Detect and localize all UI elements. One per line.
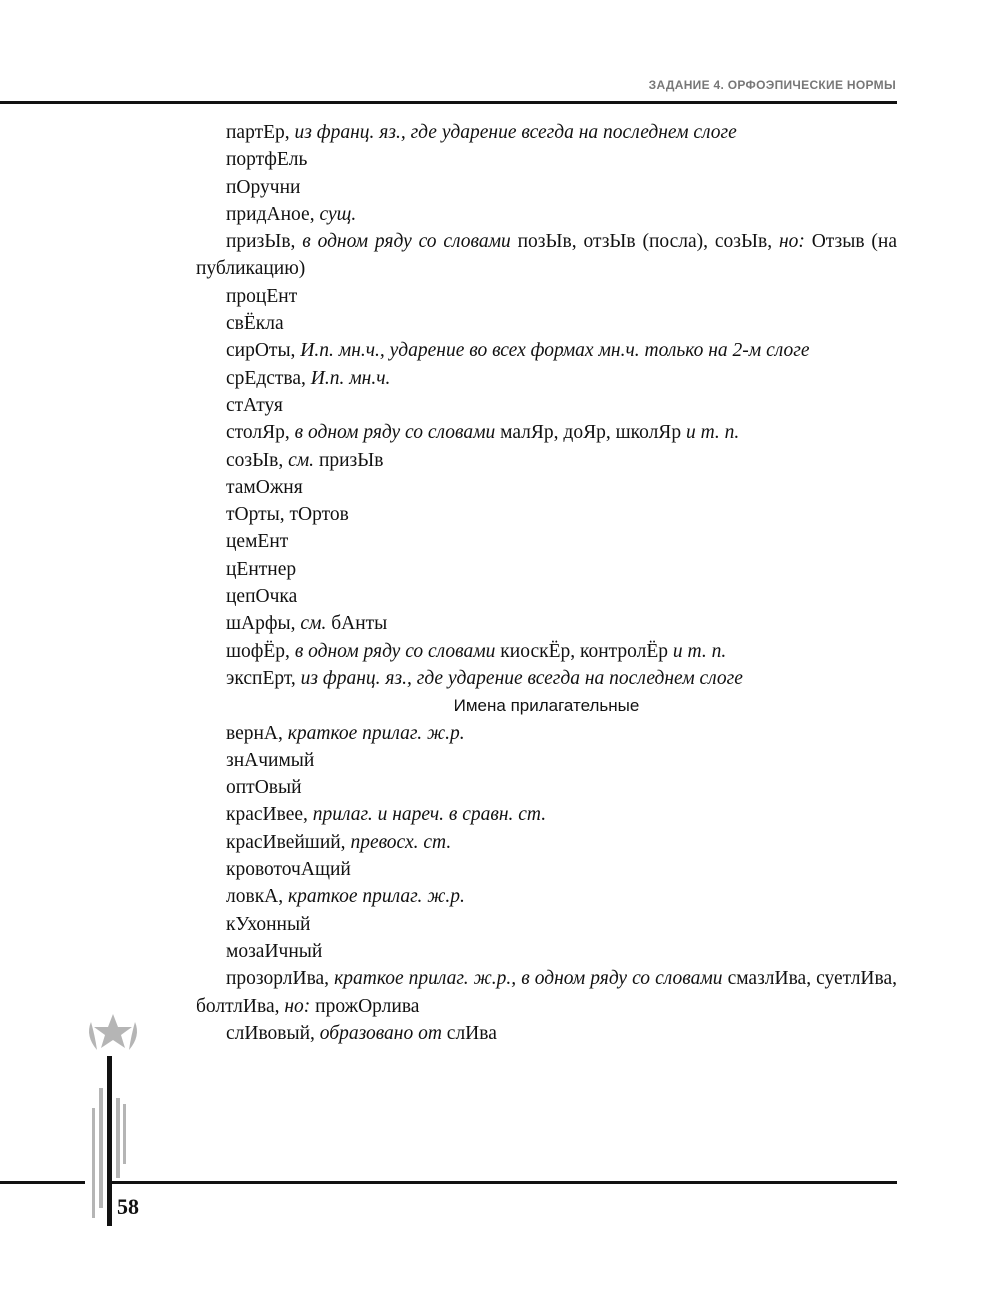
entry-word: бАнты [331,613,388,635]
entry-comment: см. [288,449,319,471]
dictionary-entry [196,665,897,692]
dictionary-entry [196,337,897,364]
entry-word: малЯр, доЯр, школЯр [500,422,686,444]
dictionary-entry [196,747,897,774]
entry-comment: образовано от [319,1022,447,1044]
dictionary-entry [196,883,897,910]
running-header: ЗАДАНИЕ 4. ОРФОЭПИЧЕСКИЕ НОРМЫ [648,78,896,92]
entry-word: шофЁр, [226,640,295,662]
entry-comment: и т. п. [685,422,740,444]
entry-word: портфЕль [226,149,308,171]
page-content [196,119,897,1047]
section-heading: Имена прилагательные [453,696,640,716]
entry-word: красИвее, [226,804,313,826]
entry-word: придАное, [226,203,320,225]
entry-word: свЁкла [226,313,284,335]
dictionary-entry [196,283,897,310]
entry-comment: в одном ряду со словами [302,231,518,253]
entry-word: кУхонный [226,913,311,935]
entry-comment: сущ. [319,203,357,225]
entry-word: слИвовый, [226,1022,320,1044]
entry-word: ловкА, [226,886,288,908]
dictionary-entry [196,501,897,528]
dictionary-entry [196,856,897,883]
entry-word: кровоточАщий [226,859,351,881]
entry-word: процЕнт [226,285,298,307]
entry-word: прозорлИва, [226,968,335,990]
entry-word: позЫв, отзЫв (посла), созЫв, [517,231,779,253]
entry-comment: из франц. яз., где ударение всегда на последнем слоге [300,667,743,689]
dictionary-entry [196,528,897,555]
entry-word: слИва [446,1022,497,1044]
entry-comment: и т. п. [672,640,727,662]
dictionary-entry [196,638,897,665]
entry-word: созЫв, [226,449,289,471]
entry-comment: превосх. ст. [350,831,452,853]
entry-word: Отзыв (на публикацию) [196,231,897,280]
noun-entries [196,119,897,692]
entry-word: срЕдства, [226,367,311,389]
dictionary-entry [196,174,897,201]
dictionary-entry [196,447,897,474]
dictionary-entry [196,474,897,501]
dictionary-entry [196,310,897,337]
dictionary-entry [196,419,897,446]
entry-word: пОручни [226,176,301,198]
entry-word: оптОвый [226,777,302,799]
dictionary-entry [196,801,897,828]
entry-comment: см. [300,613,332,635]
dictionary-entry [196,1020,897,1047]
entry-comment: но: [778,231,812,253]
entry-comment: И.п. мн.ч. [310,367,391,389]
entry-word: столЯр, [226,422,295,444]
dictionary-entry [196,228,897,283]
entry-word: тОрты, тОртов [226,504,349,526]
page-number: 58 [117,1194,139,1219]
entry-word: красИвейший, [226,831,351,853]
entry-word: шАрфы, [226,613,301,635]
header-rule [0,101,897,104]
dictionary-entry [196,119,897,146]
entry-word: цемЕнт [226,531,289,553]
entry-comment: в одном ряду со словами [294,640,501,662]
entry-word: сирОты, [226,340,301,362]
entry-word: цепОчка [226,586,298,608]
dictionary-entry [196,938,897,965]
entry-comment: И.п. мн.ч., ударение во всех формах мн.ч. только на 2-м слоге [300,340,810,362]
entry-word: тамОжня [226,476,303,498]
dictionary-entry [196,965,897,1020]
entry-comment: но: [284,995,316,1017]
dictionary-entry [196,720,897,747]
entry-word: прожОрлива [315,995,420,1017]
dictionary-entry [196,911,897,938]
entry-word: призЫв, [226,231,303,253]
entry-comment: прилаг. и нареч. в сравн. ст. [312,804,547,826]
entry-comment: в одном ряду со словами [294,422,501,444]
dictionary-entry [196,365,897,392]
entry-word: цЕнтнер [226,558,297,580]
entry-comment: из франц. яз., где ударение всегда на последнем слоге [294,122,737,143]
entry-word: партЕр, [226,122,295,143]
entry-comment: краткое прилаг. ж.р. [288,886,465,908]
dictionary-entry [196,610,897,637]
entry-comment: краткое прилаг. ж.р., в одном ряду со словами [334,968,728,990]
entry-word: призЫв [318,449,384,471]
entry-word: знАчимый [226,749,315,771]
entry-word: мозаИчный [226,940,323,962]
footer-rule-left [0,1181,85,1184]
entry-word: стАтуя [226,394,283,416]
entry-word: вернА, [226,722,288,744]
dictionary-entry [196,201,897,228]
dictionary-entry [196,556,897,583]
dictionary-entry [196,146,897,173]
dictionary-entry [196,829,897,856]
entry-word: экспЕрт, [226,667,301,689]
entry-comment: краткое прилаг. ж.р. [287,722,465,744]
entry-word: киоскЁр, контролЁр [500,640,673,662]
footer-rule-right [112,1181,897,1184]
dictionary-entry [196,774,897,801]
adjective-entries [196,720,897,1048]
entry-word: смазлИва, суетлИва, болтлИва, [196,968,897,1017]
dictionary-entry [196,392,897,419]
dictionary-entry [196,583,897,610]
